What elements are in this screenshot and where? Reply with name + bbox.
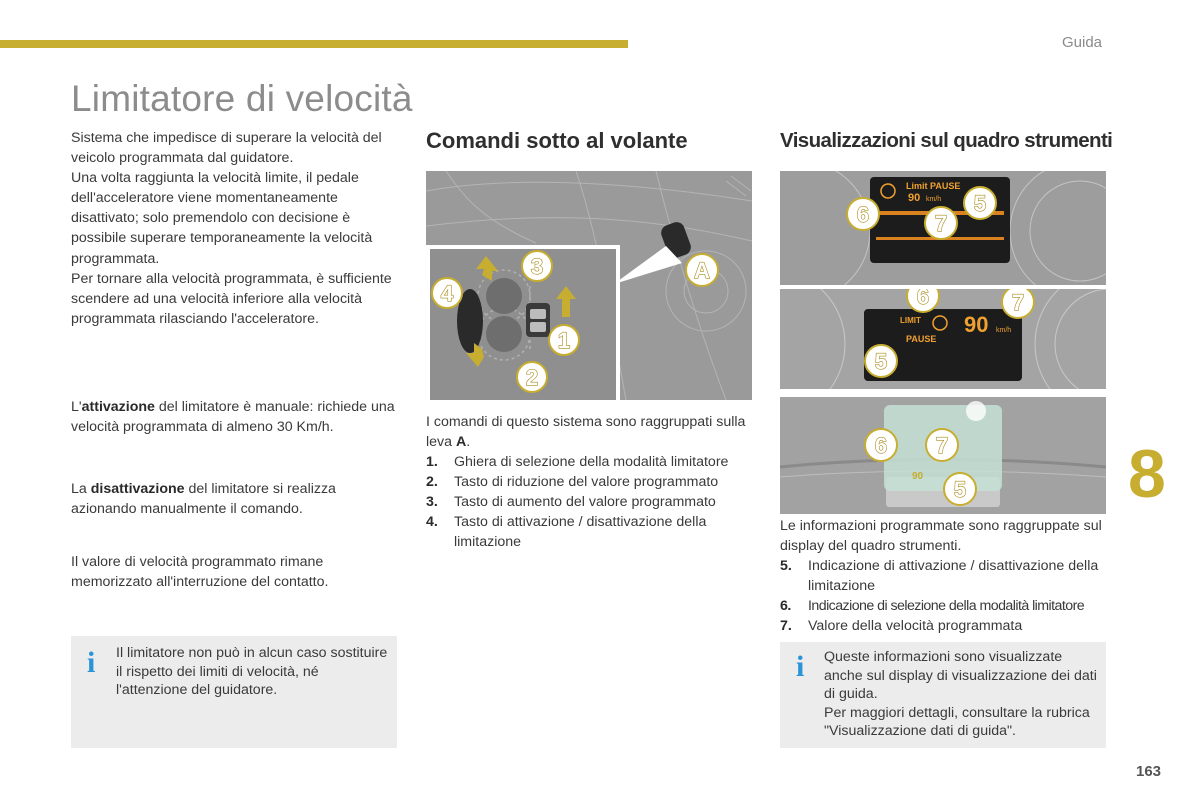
figure-label-2: 2	[525, 365, 539, 390]
display1-label-7: 7	[934, 211, 948, 236]
list-item: 4. Tasto di attivazione / disattivazione della limitazione	[426, 514, 707, 550]
display2-limit: LIMIT	[900, 316, 921, 325]
figure-label-1: 1	[557, 328, 571, 353]
display2-label-7: 7	[1011, 290, 1025, 315]
activation-paragraph: L'attivazione del limitatore è manuale: richiede una velocità programmata di almeno 30 Km/h.	[71, 399, 395, 436]
activation-keyword: attivazione	[81, 399, 155, 415]
display-figure-2	[780, 289, 1106, 389]
list-item: 6. Indicazione di selezione della modalità limitatore	[780, 598, 1085, 614]
display2-label-5: 5	[874, 349, 888, 374]
display2-unit: km/h	[996, 327, 1012, 334]
info-icon: i	[87, 646, 96, 679]
figure-label-3: 3	[530, 254, 544, 279]
deactivation-keyword: disattivazione	[90, 481, 185, 497]
display3-value: 90	[912, 471, 924, 482]
steering-lever-figure	[426, 171, 752, 400]
displays-intro: Le informazioni programmate sono raggruppate sul display del quadro strumenti.	[780, 518, 1102, 555]
display3-label-6: 6	[874, 433, 888, 458]
displays-list	[780, 556, 1110, 636]
info-note-box-display	[780, 642, 1106, 748]
display1-label-6: 6	[856, 202, 870, 227]
header-accent-bar	[0, 40, 628, 48]
deactivation-paragraph: La disattivazione del limitatore si realizza azionando manualmente il comando.	[71, 481, 336, 518]
display2-value: 90	[964, 312, 989, 337]
displays-heading: Visualizzazioni sul quadro strumenti	[780, 129, 1113, 152]
controls-list	[426, 452, 752, 552]
figure-label-a: A	[694, 258, 710, 283]
controls-heading: Comandi sotto al volante	[426, 128, 688, 153]
display1-status: Limit PAUSE	[906, 181, 961, 191]
list-item: 7. Valore della velocità programmata	[780, 618, 1023, 634]
intro-paragraph-1: Sistema che impedisce di superare la velocità del veicolo programmata dal guidatore.	[71, 130, 382, 167]
display3-label-5: 5	[953, 477, 967, 502]
display1-unit: km/h	[926, 196, 942, 203]
info-note-text: Il limitatore non può in alcun caso sostituire il rispetto dei limiti di velocità, né l'attenzione del guidatore.	[116, 645, 388, 698]
memory-paragraph: Il valore di velocità programmato rimane memorizzato all'interruzione del contatto.	[71, 554, 329, 591]
display3-label-7: 7	[935, 433, 949, 458]
display1-value: 90	[908, 192, 921, 204]
list-item: 1. Ghiera di selezione della modalità limitatore	[426, 454, 729, 470]
controls-intro: I comandi di questo sistema sono raggruppati sulla leva A.	[426, 414, 746, 451]
list-item: 3. Tasto di aumento del valore programmato	[426, 494, 716, 510]
display1-label-5: 5	[973, 191, 987, 216]
intro-text	[71, 128, 396, 329]
list-item: 5. Indicazione di attivazione / disattivazione della limitazione	[780, 558, 1099, 594]
intro-paragraph-3: Per tornare alla velocità programmata, è sufficiente scendere ad una velocità inferiore alla velocità programmata rilasciando l'acceleratore.	[71, 270, 392, 327]
list-item: 2. Tasto di riduzione del valore programmato	[426, 474, 719, 490]
page-number: 163	[1136, 763, 1162, 780]
display2-label-6: 6	[916, 289, 930, 309]
info-note-box	[71, 636, 397, 748]
figure-label-4: 4	[440, 281, 454, 306]
chapter-number: 8	[1128, 436, 1166, 512]
info-icon: i	[796, 650, 805, 683]
display2-pause: PAUSE	[906, 334, 937, 344]
page-title: Limitatore di velocità	[71, 78, 413, 119]
lever-reference: A	[455, 434, 467, 451]
section-label: Guida	[1062, 34, 1103, 51]
intro-paragraph-2: Una volta raggiunta la velocità limite, il pedale dell'acceleratore viene momentaneamente disattivato; solo premendolo con decisione è possibile superare temporaneamente la velocità programmata.	[71, 170, 373, 267]
info-note-display-text: Queste informazioni sono visualizzate anche sul display di visualizzazione dei dati di guida. Per maggiori dettagli, consultare la rubrica "Visualizzazione dati di guida".	[824, 649, 1097, 739]
display-figure-3	[780, 397, 1106, 514]
display-figure-1	[780, 171, 1106, 285]
